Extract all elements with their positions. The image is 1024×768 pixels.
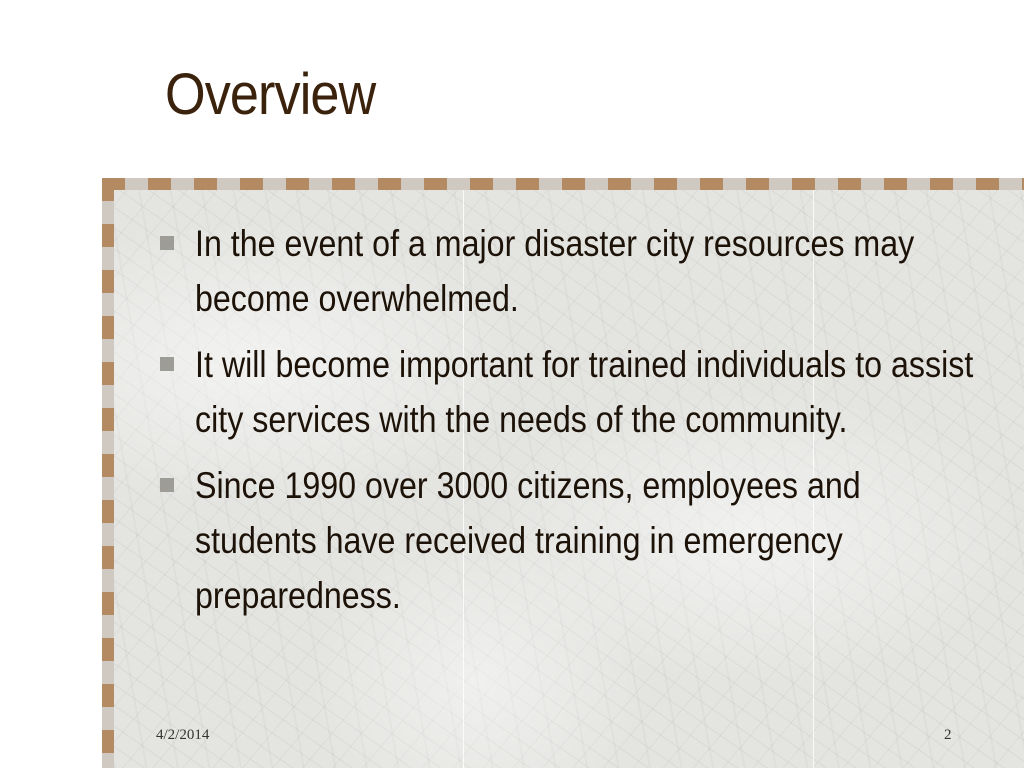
square-bullet-icon — [160, 357, 174, 371]
slide-border-top — [102, 178, 1024, 190]
bullet-item — [160, 458, 980, 623]
bullet-text: It will become important for trained individuals to assist city services with the needs of the community. — [195, 344, 974, 440]
slide-border-left — [102, 178, 114, 768]
bullet-item — [160, 337, 980, 447]
bullet-list — [160, 216, 980, 634]
square-bullet-icon — [160, 236, 174, 250]
footer-page-number: 2 — [944, 727, 952, 743]
bullet-item — [160, 216, 980, 326]
bullet-text: In the event of a major disaster city resources may become overwhelmed. — [195, 223, 915, 319]
square-bullet-icon — [160, 478, 174, 492]
slide-title: Overview — [165, 62, 376, 127]
bullet-text: Since 1990 over 3000 citizens, employees and students have received training in emergency preparedness. — [195, 465, 861, 616]
footer-date: 4/2/2014 — [156, 727, 210, 743]
